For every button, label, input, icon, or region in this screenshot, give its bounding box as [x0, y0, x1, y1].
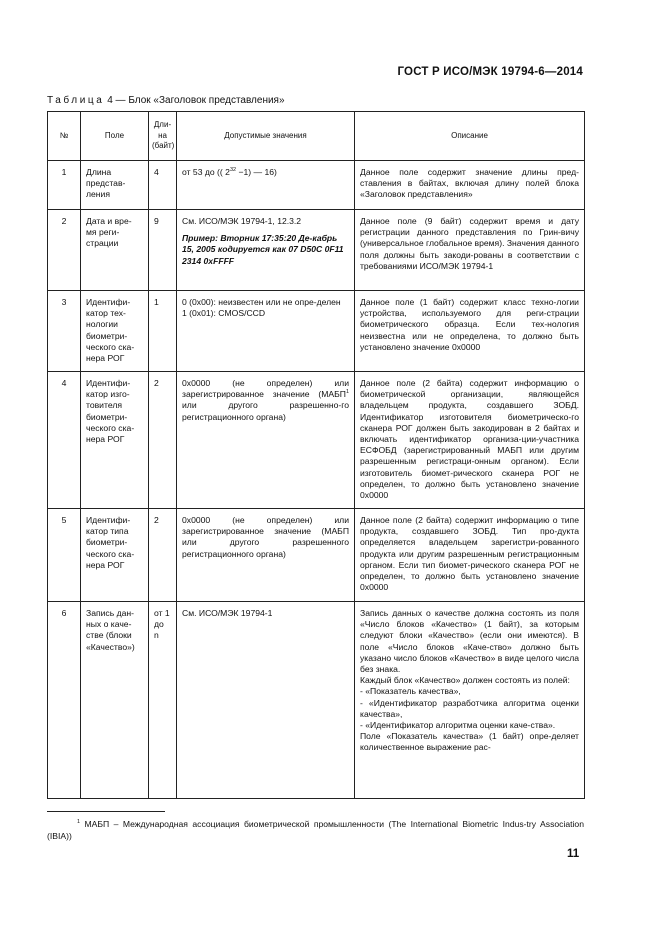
description-line: Поле «Показатель качества» (1 байт) опре-деляет количественное выражение рас- — [360, 731, 579, 753]
row-length: 2 — [149, 509, 177, 602]
description-line: - «Идентификатор алгоритма оценки каче-ства». — [360, 720, 556, 731]
values-text: См. ИСО/МЭК 19794-1, 12.3.2 — [182, 216, 302, 226]
row-field: Идентифи- катор типа биометри- ческого ска- нера РОГ — [81, 509, 149, 602]
row-values: 0x0000 (не определен) или зарегистрированное значение (МАБП или другого разрешенного регистрационного органа) — [177, 509, 355, 602]
values-text-end: или другого разрешенно-го регистрационного органа) — [182, 400, 349, 422]
row-number: 6 — [48, 602, 81, 799]
row-field: Длина представ- ления — [81, 161, 149, 210]
row-field: Идентифи- катор изго- товителя биометри- ческого ска- нера РОГ — [81, 372, 149, 509]
table-caption-title: 4 — Блок «Заголовок представления» — [104, 95, 285, 106]
row-number: 1 — [48, 161, 81, 210]
footnote — [47, 819, 584, 842]
example-text: Пример: Вторник 17:35:20 Де-кабрь 15, 2005 кодируется как 07 D50C 0F11 2314 0xFFFF — [182, 233, 344, 266]
table-caption — [47, 95, 285, 106]
row-number: 4 — [48, 372, 81, 509]
table-header-row — [48, 112, 585, 161]
row-number: 5 — [48, 509, 81, 602]
row-length: 2 — [149, 372, 177, 509]
row-length: 1 — [149, 291, 177, 372]
row-values — [177, 210, 355, 291]
row-length: 4 — [149, 161, 177, 210]
row-description: Данное поле (1 байт) содержит класс техно-логии устройства, используемого для реги-страции биометрического образца. Если тех-нология неизвестна или не определена, то должно быть установлено значение 0x0000 — [355, 291, 585, 372]
footnote-text: МАБП – Международная ассоциация биометрической промышленности (The International Biometric Indus-try Association (IBIA)) — [47, 819, 584, 841]
row-description: Данное поле (9 байт) содержит время и дату регистрации данного представления по Грин-вичу (универсальное глобальное время). Значения данного поля должны быть закоди-рованы в соответствии с требованиями ИСО/МЭК 19794-1 — [355, 210, 585, 291]
row-number: 2 — [48, 210, 81, 291]
row-values — [177, 372, 355, 509]
description-line: - «Идентификатор разработчика алгоритма оценки качества», — [360, 697, 579, 719]
row-field: Дата и вре- мя реги- страции — [81, 210, 149, 291]
row-length: от 1 до n — [149, 602, 177, 799]
values-text-start: 0x0000 (не определен) или зарегистрированное значение (МАБП — [182, 378, 349, 400]
table-row — [48, 509, 585, 602]
header-length-text: Дли- на (байт) — [152, 120, 175, 151]
footnote-reference: 1 — [345, 389, 349, 396]
footnote-mark: 1 — [77, 819, 81, 826]
row-field: Идентифи- катор тех- нологии биометри- ческого ска- нера РОГ — [81, 291, 149, 372]
row-number: 3 — [48, 291, 81, 372]
description-line: - «Показатель качества», — [360, 686, 461, 697]
document-header: ГОСТ Р ИСО/МЭК 19794-6—2014 — [397, 66, 583, 78]
header-cell-number: № — [48, 112, 81, 161]
header-cell-values: Допустимые значения — [177, 112, 355, 161]
header-cell-length — [149, 112, 177, 161]
table-row — [48, 372, 585, 509]
footnote-divider — [47, 811, 165, 812]
presentation-header-table — [47, 111, 585, 799]
table-row — [48, 291, 585, 372]
row-description: Данное поле (2 байта) содержит информацию о биометрической организации, являющейся владельцем продукта, создавшего ЗОБД. Идентификатор изготовителя биометрическо-го сканера РОГ должен быть закодирован в 2 байтах и включать идентификатор организа-ции-участника ЕСФОБД (зарегистрированный МАБП или другим разрешенным регистраци-онным органом). Если изготовитель биомет-рического сканера РОГ не определен, то должно быть установлено значение 0x0000 — [355, 372, 585, 509]
table-caption-label: Таблица — [47, 95, 105, 106]
table-row — [48, 602, 585, 799]
values-text-start: от 53 до (( 2 — [182, 167, 230, 177]
row-values: 0 (0x00): неизвестен или не опре-делен 1 (0x01): CMOS/CCD — [177, 291, 355, 372]
description-line: Каждый блок «Качество» должен состоять из полей: — [360, 675, 570, 686]
values-superscript: 32 — [229, 167, 237, 174]
row-values: См. ИСО/МЭК 19794-1 — [177, 602, 355, 799]
header-cell-description: Описание — [355, 112, 585, 161]
row-description: Данное поле содержит значение длины пред-ставления в байтах, включая длину полей блока «Заголовок представления» — [355, 161, 585, 210]
row-values — [177, 161, 355, 210]
description-line: Запись данных о качестве должна состоять из поля «Число блоков «Качество» (1 байт), за которым следуют блоки «Качество» (если они имеются). В поле «Число блоков «Каче-ство» должно быть указано число блоков «Качество» в виде целого числа без знака. — [360, 608, 579, 675]
row-length: 9 — [149, 210, 177, 291]
header-cell-field: Поле — [81, 112, 149, 161]
page-number: 11 — [567, 848, 580, 860]
table-row — [48, 161, 585, 210]
values-text-end: −1) — 16) — [236, 167, 277, 177]
table-row — [48, 210, 585, 291]
row-description — [355, 602, 585, 799]
row-description: Данное поле (2 байта) содержит информацию о типе продукта, создавшего ЗОБД. Тип про-дукта определяется владельцем зарегистри-рованного продукта или другим разрешенным регистрационным органом. Если тип биомет-рического сканера РОГ не определен, то должно быть установлено значение 0x0000 — [355, 509, 585, 602]
row-field: Запись дан- ных о каче- стве (блоки «Качество») — [81, 602, 149, 799]
